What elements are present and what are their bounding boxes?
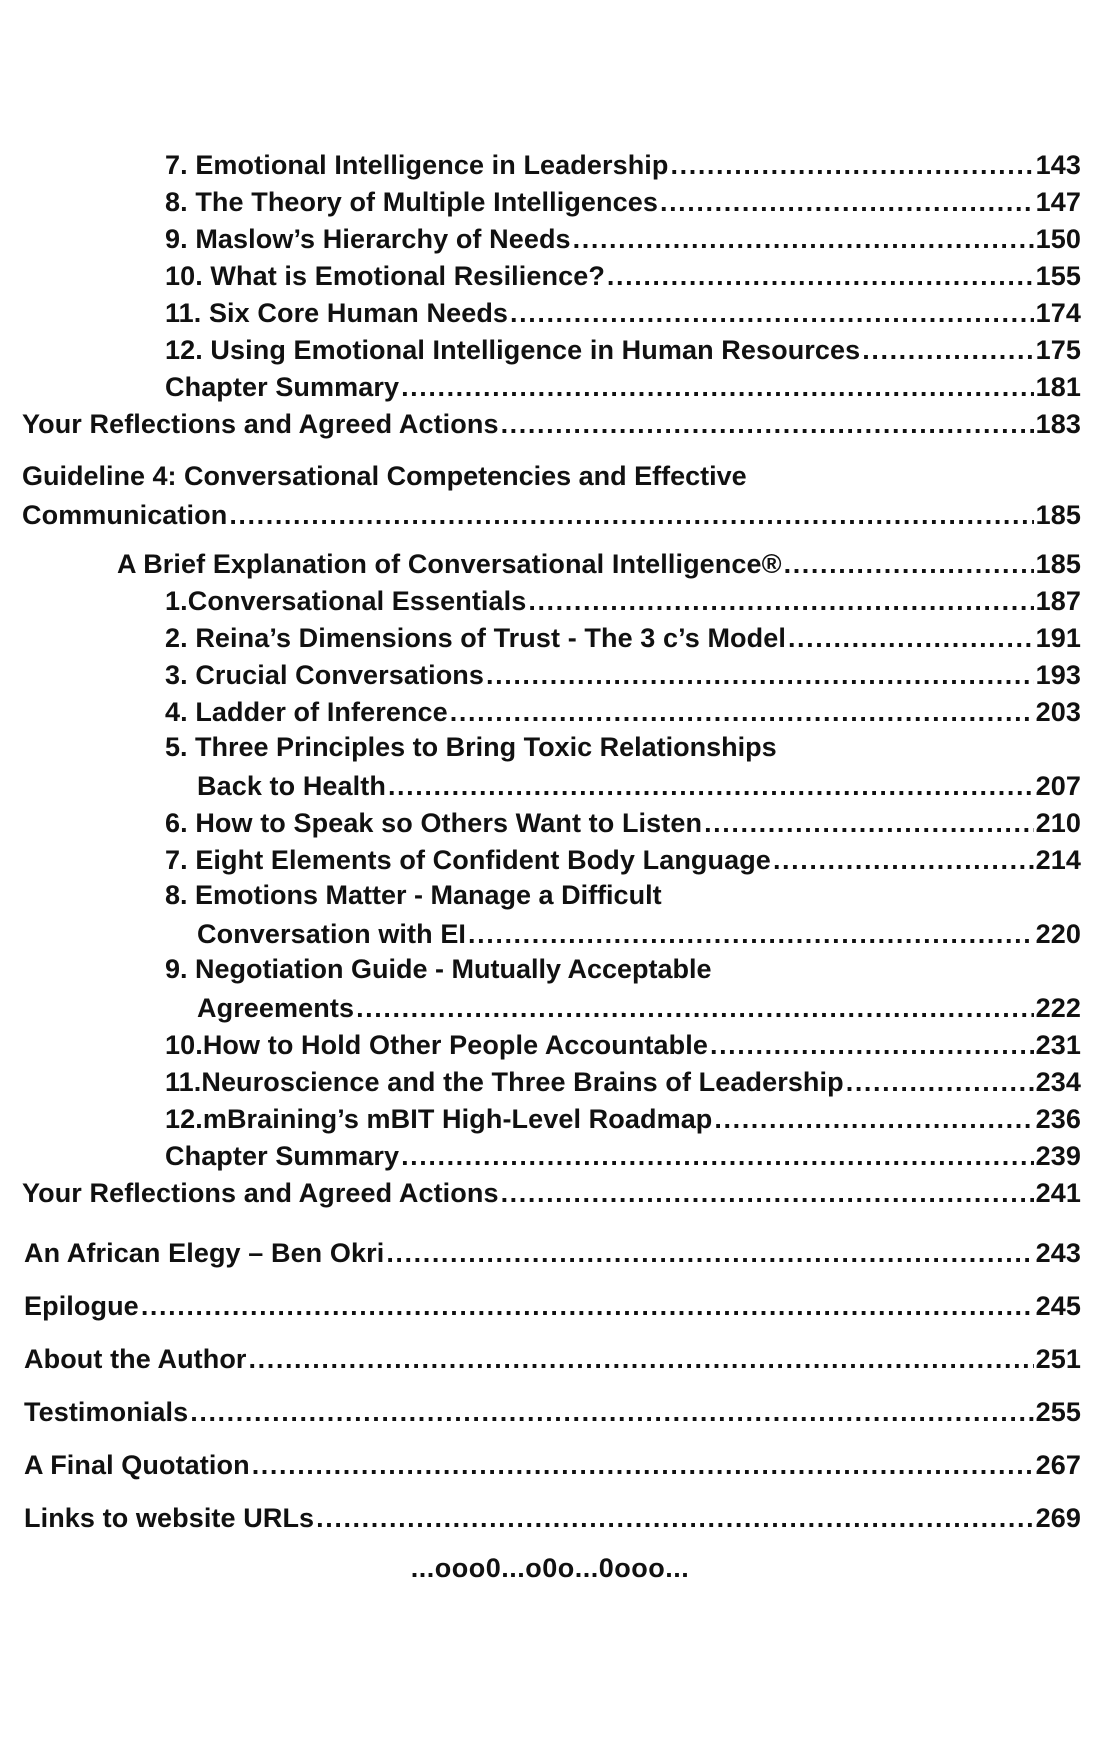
toc-entry-page: 143	[1035, 150, 1081, 180]
toc-entry	[165, 146, 1081, 182]
toc-entry-title: 12.mBraining’s mBIT High-Level Roadmap	[165, 1104, 713, 1134]
toc-entry	[22, 1174, 1081, 1210]
toc-entry-page: 210	[1035, 808, 1081, 838]
dot-leader	[316, 1501, 1033, 1535]
toc-entry-title: Communication	[22, 500, 228, 530]
toc-entry-page: 231	[1035, 1030, 1081, 1060]
toc-entry-page: 183	[1035, 409, 1081, 439]
dot-leader	[501, 407, 1034, 441]
dot-leader	[660, 185, 1034, 219]
toc-entry	[165, 1137, 1081, 1173]
toc-entry	[165, 656, 1081, 692]
toc-entry-page: 220	[1035, 919, 1081, 949]
toc-entry	[22, 405, 1081, 441]
toc-entry-title: 7. Eight Elements of Confident Body Language	[165, 845, 771, 875]
toc-entry-title: 11. Six Core Human Needs	[165, 298, 509, 328]
toc-entry	[165, 582, 1081, 618]
dot-leader	[249, 1342, 1034, 1376]
toc-entry-title: Conversation with EI	[197, 919, 467, 949]
dot-leader	[190, 1395, 1033, 1429]
toc-entry	[117, 545, 1081, 581]
toc-entry	[165, 183, 1081, 219]
toc-entry	[165, 1100, 1081, 1136]
toc-entry-page: 251	[1035, 1344, 1081, 1374]
toc-entry	[165, 1063, 1081, 1099]
toc-entry	[197, 915, 1081, 951]
toc-entry	[165, 804, 1081, 840]
toc-entry-title: Back to Health	[197, 771, 386, 801]
toc-entry-page: 175	[1035, 335, 1081, 365]
toc-entry-page: 269	[1035, 1503, 1081, 1533]
toc-entry-title: Your Reflections and Agreed Actions	[22, 409, 499, 439]
toc-entry-title: 8. Emotions Matter - Manage a Difficult	[165, 880, 662, 910]
dot-leader	[486, 658, 1034, 692]
dot-leader	[788, 621, 1034, 655]
toc-entry-page: 191	[1035, 623, 1081, 653]
dot-leader	[141, 1289, 1034, 1323]
dot-leader	[252, 1448, 1034, 1482]
toc-entry-page: 185	[1035, 500, 1081, 530]
toc-entry-page: 174	[1035, 298, 1081, 328]
toc-entry	[24, 1393, 1081, 1429]
toc-entry-page: 185	[1035, 549, 1081, 579]
toc-entry-title: Agreements	[197, 993, 355, 1023]
toc-entry	[24, 1446, 1081, 1482]
toc-entry-title: Links to website URLs	[24, 1503, 315, 1533]
toc-entry	[165, 257, 1081, 293]
toc-entry	[165, 368, 1081, 404]
toc-entry-title: An African Elegy – Ben Okri	[24, 1238, 385, 1268]
dot-leader	[862, 333, 1033, 367]
toc-entry	[165, 331, 1081, 367]
toc-entry-page: 239	[1035, 1141, 1081, 1171]
toc-entry-title: 6. How to Speak so Others Want to Listen	[165, 808, 703, 838]
toc-entry-title: 10. What is Emotional Resilience?	[165, 261, 605, 291]
dot-leader	[388, 769, 1034, 803]
toc-entry-page: 187	[1035, 586, 1081, 616]
toc-entry-page: 181	[1035, 372, 1081, 402]
toc-entry	[165, 619, 1081, 655]
toc-entry-title: Your Reflections and Agreed Actions	[22, 1178, 499, 1208]
toc-entry-title: 2. Reina’s Dimensions of Trust - The 3 c’s Model	[165, 623, 786, 653]
toc-entry-title: Epilogue	[24, 1291, 139, 1321]
toc-entry-page: 155	[1035, 261, 1081, 291]
dot-leader	[468, 917, 1034, 951]
dot-leader	[846, 1065, 1034, 1099]
dot-leader	[450, 695, 1034, 729]
toc-entry-title: Chapter Summary	[165, 372, 400, 402]
toc-entry-page: 207	[1035, 771, 1081, 801]
dot-leader	[401, 1139, 1034, 1173]
toc-entry	[165, 693, 1081, 729]
toc-entry-title: 9. Negotiation Guide - Mutually Acceptable	[165, 954, 712, 984]
dot-leader	[671, 148, 1034, 182]
toc-entry-page: 255	[1035, 1397, 1081, 1427]
dot-leader	[510, 296, 1034, 330]
toc-entry-page: 203	[1035, 697, 1081, 727]
toc-entry-page: 147	[1035, 187, 1081, 217]
dot-leader	[784, 547, 1034, 581]
dot-leader	[704, 806, 1034, 840]
toc-entry-title: Testimonials	[24, 1397, 189, 1427]
dot-leader	[573, 222, 1034, 256]
toc-entry	[24, 1287, 1081, 1323]
toc-entry	[165, 220, 1081, 256]
toc-entry-page: 214	[1035, 845, 1081, 875]
dot-leader	[356, 991, 1034, 1025]
toc-entry-title: A Final Quotation	[24, 1450, 250, 1480]
dot-leader	[714, 1102, 1033, 1136]
closing-ornament: ...ooo0...o0o...0ooo...	[410, 1553, 690, 1583]
dot-leader	[386, 1236, 1033, 1270]
dot-leader	[607, 259, 1034, 293]
toc-entry-page: 193	[1035, 660, 1081, 690]
dot-leader	[773, 843, 1034, 877]
toc-entry-title: 11.Neuroscience and the Three Brains of Leadership	[165, 1067, 844, 1097]
toc-entry-title: 12. Using Emotional Intelligence in Human Resources	[165, 335, 861, 365]
toc-entry-page: 245	[1035, 1291, 1081, 1321]
toc-entry-title: A Brief Explanation of Conversational Intelligence®	[117, 549, 782, 579]
toc-entry	[24, 1499, 1081, 1535]
toc-entry	[197, 767, 1081, 803]
dot-leader	[528, 584, 1033, 618]
toc-entry-title: 5. Three Principles to Bring Toxic Relationships	[165, 732, 777, 762]
toc-entry-page: 236	[1035, 1104, 1081, 1134]
toc-entry-title: 9. Maslow’s Hierarchy of Needs	[165, 224, 571, 254]
toc-entry-page: 243	[1035, 1238, 1081, 1268]
toc-entry-title: Chapter Summary	[165, 1141, 400, 1171]
toc-entry-page: 150	[1035, 224, 1081, 254]
toc-entry	[165, 294, 1081, 330]
toc-entry-page: 234	[1035, 1067, 1081, 1097]
toc-entry	[165, 841, 1081, 877]
dot-leader	[401, 370, 1034, 404]
toc-entry-title: About the Author	[24, 1344, 247, 1374]
toc-entry-title: 1.Conversational Essentials	[165, 586, 527, 616]
toc-entry-title: 7. Emotional Intelligence in Leadership	[165, 150, 669, 180]
toc-entry-title: 3. Crucial Conversations	[165, 660, 485, 690]
toc-entry-page: 222	[1035, 993, 1081, 1023]
dot-leader	[229, 498, 1033, 532]
toc-entry-page: 241	[1035, 1178, 1081, 1208]
toc-entry	[22, 496, 1081, 532]
toc-entry	[165, 1026, 1081, 1062]
toc-entry	[197, 989, 1081, 1025]
dot-leader	[501, 1176, 1034, 1210]
dot-leader	[710, 1028, 1034, 1062]
toc-entry	[24, 1340, 1081, 1376]
toc-entry-title: 10.How to Hold Other People Accountable	[165, 1030, 708, 1060]
toc-heading: Guideline 4: Conversational Competencies and Effective	[22, 461, 747, 491]
toc-entry-page: 267	[1035, 1450, 1081, 1480]
toc-entry-title: 8. The Theory of Multiple Intelligences	[165, 187, 658, 217]
toc-entry-title: 4. Ladder of Inference	[165, 697, 448, 727]
toc-entry	[24, 1234, 1081, 1270]
